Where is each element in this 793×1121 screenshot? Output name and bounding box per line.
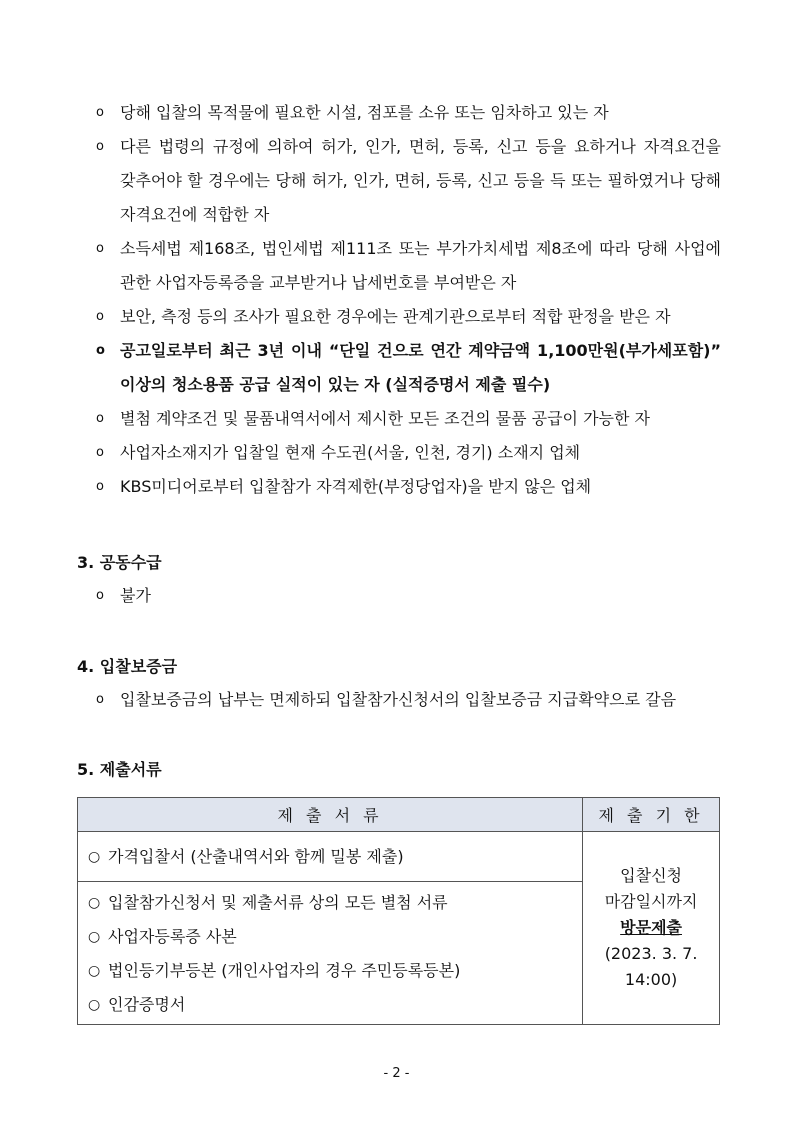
bullet-icon: o	[96, 105, 104, 120]
deadline-line-3: 방문제출	[620, 918, 682, 937]
section-5-title: 5. 제출서류	[77, 760, 162, 779]
page-number: - 2 -	[383, 1066, 410, 1081]
deadline-line-1: 입찰신청	[620, 866, 682, 885]
bullet-icon: o	[96, 309, 104, 324]
section-3-title: 3. 공동수급	[77, 553, 162, 572]
deadline-column-header: 제 출 기 한	[583, 798, 720, 832]
document-text: 가격입찰서 (산출내역서와 함께 밀봉 제출)	[108, 846, 404, 866]
circle-icon: ○	[88, 997, 101, 1013]
circle-icon: ○	[88, 848, 101, 865]
section-4-text: 입찰보증금의 납부는 면제하되 입찰참가신청서의 입찰보증금 지급확약으로 갈음	[120, 690, 677, 709]
bullet-icon: o	[96, 343, 105, 358]
deadline-cell	[583, 832, 720, 1025]
deadline-line-5: 14:00)	[624, 970, 678, 989]
bullet-icon: o	[96, 241, 104, 256]
deadline-line-2: 마감일시까지	[604, 892, 698, 911]
bullet-icon: o	[96, 479, 104, 494]
qualification-item-3	[96, 232, 721, 300]
qualification-text: KBS미디어로부터 입찰참가 자격제한(부정당업자)을 받지 않은 업체	[120, 477, 592, 496]
circle-icon: ○	[88, 895, 101, 911]
bullet-icon: o	[96, 692, 104, 707]
document-item	[78, 840, 582, 874]
qualification-text: 사업자소재지가 입찰일 현재 수도권(서울, 인천, 경기) 소재지 업체	[120, 443, 581, 462]
table-header-row	[78, 798, 720, 832]
qualification-item-6	[96, 402, 721, 436]
circle-icon: ○	[88, 963, 101, 979]
bullet-icon: o	[96, 139, 104, 154]
document-item	[78, 886, 582, 920]
documents-column-header: 제 출 서 류	[78, 798, 583, 832]
document-text: 입찰참가신청서 및 제출서류 상의 모든 별첨 서류	[108, 893, 448, 912]
document-item	[78, 920, 582, 954]
qualification-text: 별첨 계약조건 및 물품내역서에서 제시한 모든 조건의 물품 공급이 가능한 자	[120, 409, 650, 428]
qualification-item-8	[96, 470, 721, 504]
documents-cell	[78, 832, 583, 882]
qualification-text: 당해 입찰의 목적물에 필요한 시설, 점포를 소유 또는 임차하고 있는 자	[120, 103, 609, 122]
deadline-line-4: (2023. 3. 7.	[604, 944, 698, 963]
document-text: 사업자등록증 사본	[108, 927, 237, 946]
qualification-list	[96, 96, 721, 504]
documents-cell	[78, 882, 583, 1025]
section-3-text: 불가	[120, 586, 151, 605]
qualification-item-1	[96, 96, 721, 130]
table-row	[78, 832, 720, 882]
section-4-item	[96, 688, 676, 712]
qualification-text: 소득세법 제168조, 법인세법 제111조 또는 부가가치세법 제8조에 따라 당해 사업에 관한 사업자등록증을 교부받거나 납세번호를 부여받은 자	[120, 239, 721, 292]
bullet-icon: o	[96, 411, 104, 426]
document-item	[78, 988, 582, 1022]
section-3-item	[96, 584, 151, 608]
qualification-text: 공고일로부터 최근 3년 이내 “단일 건으로 연간 계약금액 1,100만원(부가세포함)” 이상의 청소용품 공급 실적이 있는 자 (실적증명서 제출 필수)	[120, 341, 721, 394]
bullet-icon: o	[96, 588, 104, 603]
qualification-item-2	[96, 130, 721, 232]
document-text: 인감증명서	[108, 995, 186, 1014]
document-text: 법인등기부등본 (개인사업자의 경우 주민등록등본)	[108, 961, 461, 980]
qualification-text: 다른 법령의 규정에 의하여 허가, 인가, 면허, 등록, 신고 등을 요하거나 자격요건을 갖추어야 할 경우에는 당해 허가, 인가, 면허, 등록, 신고 등을 득 또는 필하였거나 당해 자격요건에 적합한 자	[120, 137, 721, 224]
document-item	[78, 954, 582, 988]
qualification-text: 보안, 측정 등의 조사가 필요한 경우에는 관계기관으로부터 적합 판정을 받은 자	[120, 307, 671, 326]
qualification-item-4	[96, 300, 721, 334]
qualification-item-5	[96, 334, 721, 402]
qualification-item-7	[96, 436, 721, 470]
section-4-title: 4. 입찰보증금	[77, 657, 178, 676]
circle-icon: ○	[88, 929, 101, 945]
submission-documents-table	[77, 797, 720, 1025]
bullet-icon: o	[96, 445, 104, 460]
